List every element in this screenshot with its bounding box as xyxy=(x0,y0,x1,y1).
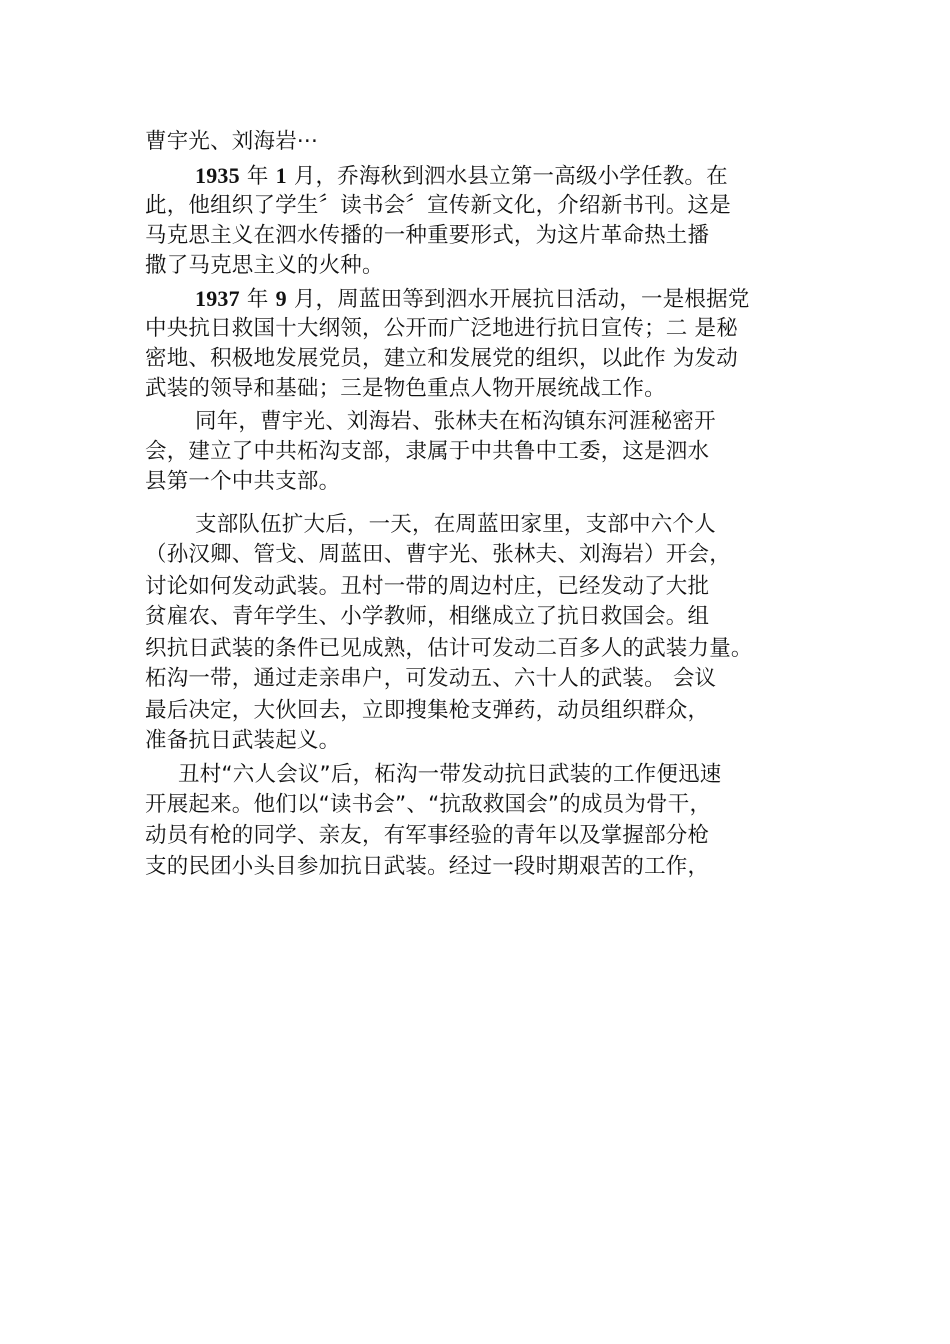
text-line xyxy=(145,540,731,570)
text-span: 马克思主义在泗水传播的一种重要形式，为这片革命热土播 xyxy=(145,223,710,248)
text-line xyxy=(145,852,709,882)
text-line xyxy=(178,760,721,790)
text-span: 开展起来。他们以“读书会”、“抗敌救国会”的成员为骨干， xyxy=(145,792,712,817)
text-span: 准备抗日武装起义。 xyxy=(145,728,341,753)
text-line xyxy=(145,726,340,756)
text-line xyxy=(145,467,340,497)
text-line xyxy=(145,437,709,467)
text-span: 密地、积极地发展党员，建立和发展党的组织，以此作 为发动 xyxy=(145,346,738,371)
text-span: 此，他组织了学生〞读书会〞宣传新文化，介绍新书刊。这是 xyxy=(145,193,731,218)
text-span: 支的民团小头目参加抗日武装。经过一段时期艰苦的工作， xyxy=(145,854,710,879)
text-line xyxy=(195,510,716,540)
text-span: 动员有枪的同学、亲友，有军事经验的青年以及掌握部分枪 xyxy=(145,823,710,848)
text-span: 中央抗日救国十大纲领，公开而广泛地进行抗日宣传；二 是秘 xyxy=(145,316,738,341)
text-span: 武装的领导和基础；三是物色重点人物开展统战工作。 xyxy=(145,376,666,401)
text-line xyxy=(145,696,709,726)
text-line xyxy=(145,344,738,374)
text-span: 织抗日武装的条件已见成熟，估计可发动二百多人的武装力量。 xyxy=(145,636,753,661)
text-span: 支部队伍扩大后，一天，在周蓝田家里，支部中六个人 xyxy=(195,512,716,537)
text-span: 月，乔海秋到泗水县立第一高级小学任教。在 xyxy=(286,164,728,189)
text-span: 同年，曹宇光、刘海岩、张林夫在柘沟镇东河涯秘密开 xyxy=(195,409,716,434)
text-line xyxy=(195,161,728,192)
text-span: 柘沟一带，通过走亲串户，可发动五、六十人的武装。 会议 xyxy=(145,666,717,691)
text-span: 撒了马克思主义的火种。 xyxy=(145,253,384,278)
bold-number: 1937 xyxy=(195,286,240,311)
text-span: 县第一个中共支部。 xyxy=(145,469,341,494)
text-line xyxy=(145,374,666,404)
text-span: 丑村“六人会议”后，柘沟一带发动抗日武装的工作便迅速 xyxy=(178,762,722,787)
text-line xyxy=(145,251,384,281)
text-span: 讨论如何发动武装。丑村一带的周边村庄，已经发动了大批 xyxy=(145,574,710,599)
text-line xyxy=(195,284,750,315)
text-span: 会，建立了中共柘沟支部，隶属于中共鲁中工委，这是泗水 xyxy=(145,439,710,464)
text-line xyxy=(145,634,753,664)
text-line xyxy=(145,191,731,221)
text-span: 贫雇农、青年学生、小学教师，相继成立了抗日救国会。组 xyxy=(145,604,710,629)
bold-number: 1 xyxy=(275,163,287,188)
text-span: （孙汉卿、管戈、周蓝田、曹宇光、张林夫、刘海岩）开会， xyxy=(145,542,731,567)
text-span: 曹宇光、刘海岩··· xyxy=(145,129,319,154)
text-span: 年 xyxy=(239,287,276,312)
text-line xyxy=(145,572,709,602)
bold-number: 1935 xyxy=(195,163,240,188)
text-line xyxy=(145,664,716,694)
text-line xyxy=(145,790,711,820)
text-line xyxy=(145,314,738,344)
text-span: 最后决定，大伙回去，立即搜集枪支弹药，动员组织群众， xyxy=(145,698,710,723)
text-line xyxy=(145,221,709,251)
text-span: 月，周蓝田等到泗水开展抗日活动，一是根据党 xyxy=(286,287,750,312)
text-line xyxy=(145,602,709,632)
bold-number: 9 xyxy=(275,286,287,311)
text-line xyxy=(145,127,318,157)
text-line xyxy=(195,407,716,437)
text-line xyxy=(145,821,709,851)
text-span: 年 xyxy=(239,164,276,189)
